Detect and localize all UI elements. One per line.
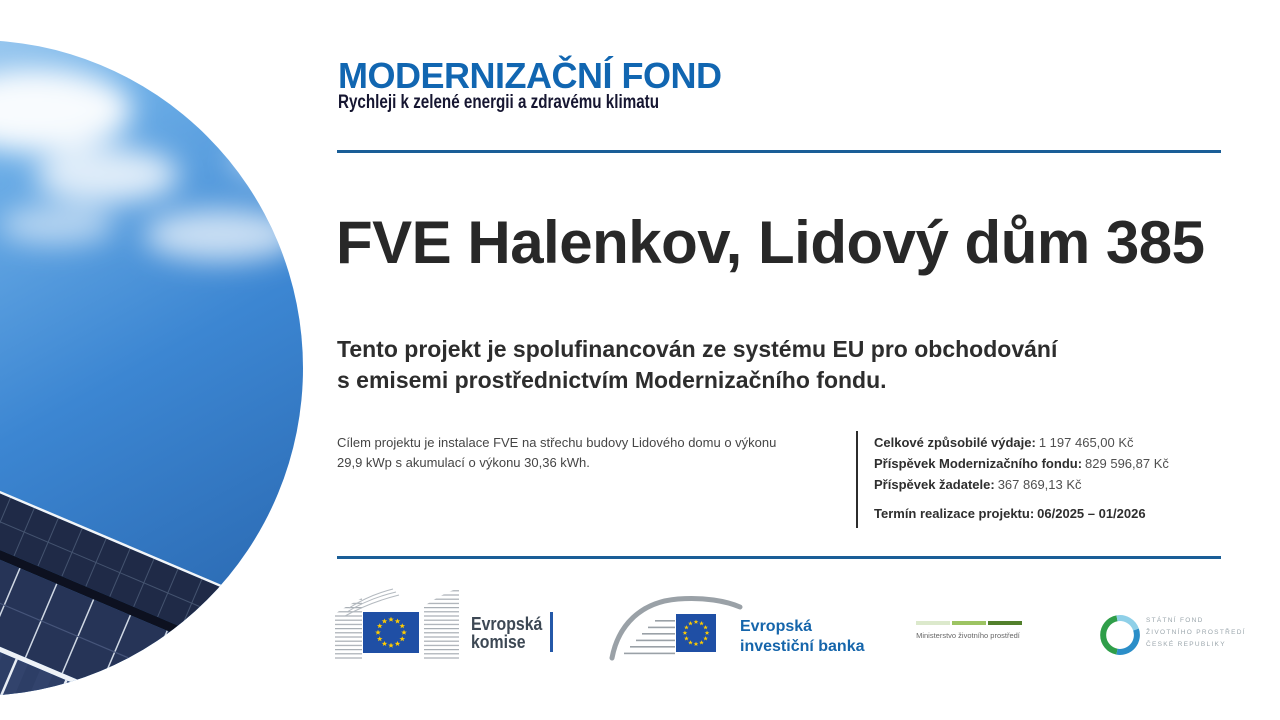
finance-value: 829 596,87 Kč xyxy=(1085,456,1169,471)
realization-term xyxy=(874,503,1204,524)
ministry-name: Ministerstvo životního prostředí xyxy=(916,631,1020,640)
bottom-divider-rule xyxy=(337,556,1221,559)
eu-flag-icon xyxy=(676,614,716,652)
cofinancing-line1: Tento projekt je spolufinancován ze systému EU pro obchodování xyxy=(337,336,1058,362)
ec-name: Evropská komise xyxy=(471,614,543,652)
project-description xyxy=(337,433,817,473)
sfzp-name: STÁTNÍ FOND ŽIVOTNÍHO PROSTŘEDÍ ČESKÉ REPUBLIKY xyxy=(1146,617,1246,648)
finance-row-applicant xyxy=(874,474,1204,495)
european-investment-bank-logo xyxy=(600,588,750,668)
solar-panels-photo xyxy=(0,40,303,696)
ministry-bars-icon xyxy=(916,621,1023,625)
finance-label: Příspěvek Modernizačního fondu: xyxy=(874,456,1083,471)
cofinancing-statement xyxy=(337,334,1057,396)
top-divider-rule xyxy=(337,150,1221,153)
solar-panels-illustration xyxy=(0,40,303,696)
finance-value: 1 197 465,00 Kč xyxy=(1038,435,1134,450)
sfzp-swirl-icon xyxy=(1098,613,1142,657)
ec-blue-bar xyxy=(550,612,553,652)
cofinancing-line2: s emisemi prostřednictvím Modernizačního fondu. xyxy=(337,367,887,393)
finance-summary xyxy=(856,431,1204,528)
modernizacni-fond-tagline: Rychleji k zelené energii a zdravému klimatu xyxy=(338,92,660,113)
finance-label: Celkové způsobilé výdaje: xyxy=(874,435,1036,450)
finance-label: Příspěvek žadatele: xyxy=(874,477,995,492)
finance-row-total xyxy=(874,432,1204,453)
term-value: 06/2025 – 01/2026 xyxy=(1037,506,1146,521)
eib-name: Evropská investiční banka xyxy=(740,618,865,655)
description-line2: 29,9 kWp s akumulací o výkonu 30,36 kWh. xyxy=(337,455,590,470)
finance-row-fund xyxy=(874,453,1204,474)
description-line1: Cílem projektu je instalace FVE na střechu budovy Lidového domu o výkonu xyxy=(337,435,777,450)
modernizacni-fond-logo: MODERNIZAČNÍ FOND xyxy=(338,55,722,96)
term-label: Termín realizace projektu: xyxy=(874,506,1035,521)
project-title: FVE Halenkov, Lidový dům 385 xyxy=(336,209,1205,276)
eu-flag-icon xyxy=(363,612,419,653)
finance-value: 367 869,13 Kč xyxy=(997,477,1082,492)
